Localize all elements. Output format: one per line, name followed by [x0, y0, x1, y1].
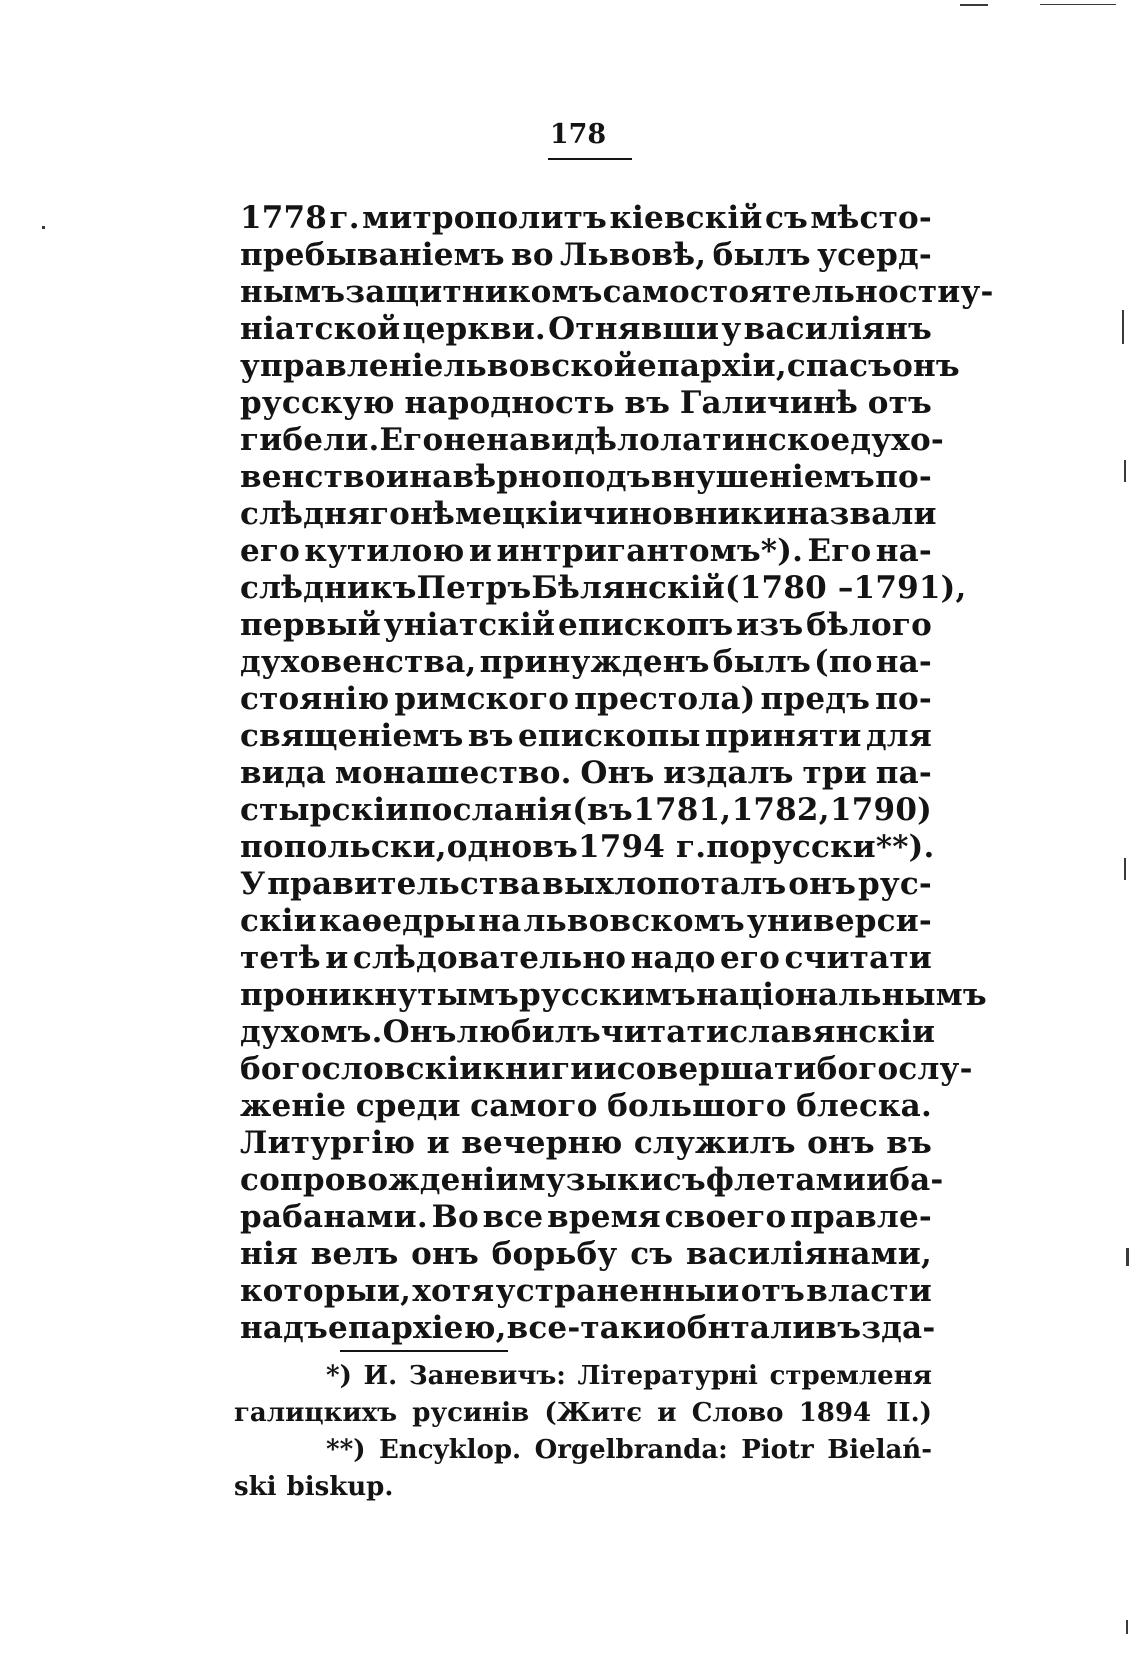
word: (1780 –1791), — [724, 570, 967, 606]
text-line — [240, 1125, 932, 1162]
word: блеска. — [796, 1088, 932, 1124]
word: которыи, — [240, 1273, 412, 1309]
footnote-word: Piotr — [741, 1435, 814, 1465]
word: спасъ — [786, 348, 893, 384]
scan-mark — [1124, 858, 1126, 880]
word: кіевскій — [609, 200, 763, 236]
word: сопровожденіи — [240, 1162, 519, 1198]
word: У — [240, 866, 266, 902]
word: и — [593, 1051, 617, 1087]
word: тетѣ — [240, 940, 321, 976]
word: читати — [600, 1014, 730, 1050]
word: (по — [814, 644, 873, 680]
word: у- — [960, 274, 994, 310]
word: Его — [807, 533, 872, 569]
text-line — [240, 607, 932, 644]
word: ба- — [889, 1162, 944, 1198]
word: надъ — [240, 1310, 329, 1346]
word: вечерню — [461, 1125, 623, 1161]
text-line — [240, 570, 967, 607]
word: большого — [607, 1088, 787, 1124]
word: любилъ — [456, 1014, 601, 1050]
word: съ — [764, 200, 808, 236]
scan-mark — [960, 4, 988, 6]
word: 1781, — [633, 792, 732, 828]
word: Онъ — [580, 755, 655, 791]
word: нія — [240, 1236, 298, 1272]
word: онъ — [807, 1125, 875, 1161]
word: его — [240, 533, 300, 569]
word: хотя — [412, 1273, 495, 1309]
text-line — [240, 1273, 932, 1310]
word: борьбу — [491, 1236, 618, 1272]
word: предъ — [760, 681, 871, 717]
word: подъ — [562, 459, 651, 495]
word: епископъ — [557, 607, 734, 643]
word: епархіею, — [328, 1310, 507, 1346]
word: универси- — [746, 903, 932, 939]
footnote-word: И. — [363, 1361, 398, 1391]
word: былъ — [712, 644, 811, 680]
footnote-word: Слово — [691, 1398, 784, 1428]
word: по — [240, 829, 284, 865]
footnote-word: Orgelbranda: — [534, 1435, 728, 1465]
word: духовенства, — [240, 644, 477, 680]
word: по — [706, 829, 750, 865]
word: г. — [329, 200, 360, 236]
word: гибели. — [240, 422, 380, 458]
word: духомъ. — [240, 1014, 383, 1050]
footnote-word: II.) — [886, 1398, 932, 1428]
word: у — [721, 311, 742, 347]
scan-mark — [1126, 1248, 1129, 1266]
word: на — [478, 903, 522, 939]
word: богословскіи — [240, 1051, 483, 1087]
word: и — [385, 459, 410, 495]
word: отъ — [740, 1273, 805, 1309]
text-line — [240, 718, 932, 755]
word: славянскіи — [729, 1014, 936, 1050]
text-line — [240, 1088, 932, 1125]
footnotes — [234, 1358, 932, 1506]
word: Литургію — [240, 1125, 416, 1161]
footnote-word: biskup. — [286, 1472, 394, 1502]
word: управленіе — [240, 348, 444, 384]
text-line — [240, 385, 932, 422]
word: въ — [815, 1310, 862, 1346]
word: и — [325, 940, 349, 976]
word: 1794 г. — [577, 829, 707, 865]
word: принужденъ — [479, 644, 710, 680]
footnote-1-line-1 — [234, 1358, 932, 1395]
text-line — [240, 348, 960, 385]
word: Отнявши — [548, 311, 720, 347]
word: онъ — [411, 1236, 479, 1272]
footnote-word: **) — [326, 1435, 366, 1465]
word: василіянъ — [743, 311, 932, 347]
word: національнымъ — [696, 977, 987, 1013]
word: русскимъ — [519, 977, 697, 1013]
word: женіе — [240, 1088, 347, 1124]
scan-mark — [1124, 460, 1126, 482]
scan-mark — [1040, 4, 1116, 5]
text-line — [240, 977, 987, 1014]
text-line — [240, 200, 932, 237]
word: венство — [240, 459, 386, 495]
word: чиновники — [582, 496, 787, 532]
word: 1782, — [731, 792, 830, 828]
word: бѣлого — [806, 607, 932, 643]
footnote-separator — [340, 1350, 508, 1352]
word: польски, — [283, 829, 447, 865]
word: музыки — [518, 1162, 663, 1198]
word: ніатской — [240, 311, 401, 347]
word: епископы — [517, 718, 701, 754]
word: на- — [875, 533, 932, 569]
footnote-word: Заневичъ: — [408, 1361, 566, 1391]
word: своего — [664, 1199, 787, 1235]
word: по- — [875, 681, 932, 717]
word: Галичинѣ — [679, 385, 858, 421]
word: рабанами. — [240, 1199, 428, 1235]
word: велъ — [310, 1236, 399, 1272]
word: онъ — [788, 866, 857, 902]
text-line — [240, 533, 932, 570]
word: правле- — [790, 1199, 932, 1235]
word: стырскіи — [240, 792, 409, 828]
word: (въ — [572, 792, 633, 828]
word: въ — [467, 718, 514, 754]
word: львовской — [443, 348, 637, 384]
word: пребываніемъ — [240, 237, 505, 273]
word: па- — [875, 755, 932, 791]
word: для — [865, 718, 932, 754]
word: среди — [355, 1088, 461, 1124]
text-line — [240, 792, 932, 829]
scan-mark — [1126, 1620, 1128, 1634]
text-line — [240, 903, 932, 940]
footnote-2-line-2 — [234, 1469, 932, 1506]
text-line — [240, 940, 932, 977]
word: и — [468, 533, 493, 569]
word: въ — [532, 829, 578, 865]
word: мѣсто- — [810, 200, 932, 236]
footnote-word: (Житє — [544, 1398, 643, 1428]
word: Петръ — [416, 570, 532, 606]
footnote-word: Літературні — [577, 1361, 758, 1391]
word: ненавидѣло — [443, 422, 661, 458]
word: латинское — [660, 422, 851, 458]
text-line — [240, 1051, 973, 1088]
footnote-word: русинів — [412, 1398, 530, 1428]
footnote-word: *) — [326, 1361, 352, 1391]
word: Во — [431, 1199, 479, 1235]
text-line — [240, 644, 932, 681]
word: по- — [875, 459, 932, 495]
footnote-2-line-1 — [234, 1432, 932, 1469]
word: приняти — [705, 718, 862, 754]
text-line — [240, 1236, 932, 1273]
word: слѣдняго — [240, 496, 411, 532]
scan-mark — [42, 226, 45, 229]
footnote-1-line-2 — [234, 1395, 932, 1432]
text-line — [240, 1014, 936, 1051]
word: правительства — [267, 866, 541, 902]
word: церкви. — [402, 311, 546, 347]
word: его — [720, 940, 781, 976]
word: 1790) — [830, 792, 932, 828]
word: устраненныи — [495, 1273, 740, 1309]
word: обнтали — [665, 1310, 816, 1346]
word: и — [426, 1125, 450, 1161]
text-line — [240, 1199, 932, 1236]
text-line — [240, 681, 932, 718]
word: скіи — [240, 903, 317, 939]
text-line — [240, 1162, 944, 1199]
word: интригантомъ*). — [496, 533, 804, 569]
footnote-word: 1894 — [798, 1398, 872, 1428]
word: издалъ — [663, 755, 794, 791]
word: и — [866, 1162, 890, 1198]
word: слѣдникъ — [240, 570, 417, 606]
word: назвали — [786, 496, 937, 532]
text-line — [240, 311, 932, 348]
word: навѣрно — [409, 459, 562, 495]
word: проникнутымъ — [240, 977, 520, 1013]
word: одно — [446, 829, 533, 865]
word: уніатскій — [383, 607, 556, 643]
word: 1778 — [240, 200, 328, 236]
word: во — [511, 237, 554, 273]
text-line — [240, 237, 932, 274]
text-line — [240, 274, 994, 311]
word: каѳедры — [318, 903, 477, 939]
word: власти — [806, 1273, 932, 1309]
word: въ — [886, 1125, 932, 1161]
word: священіемъ — [240, 718, 464, 754]
word: время — [547, 1199, 661, 1235]
word: первый — [240, 607, 381, 643]
page-number-underline — [548, 158, 632, 160]
text-line — [240, 829, 935, 866]
word: Онъ — [382, 1014, 457, 1050]
word: слѣдовательно — [352, 940, 627, 976]
word: нѣмецкіи — [410, 496, 583, 532]
text-line — [240, 422, 944, 459]
footnote-word: Bielań- — [827, 1435, 932, 1465]
word: епархіи, — [637, 348, 787, 384]
word: книги — [482, 1051, 594, 1087]
word: народность — [404, 385, 615, 421]
text-line — [240, 496, 937, 533]
text-line — [240, 866, 932, 903]
body-text — [240, 200, 994, 1347]
word: престола) — [574, 681, 756, 717]
footnote-word: галицкихъ — [234, 1398, 398, 1428]
word: съ — [662, 1162, 706, 1198]
word: считати — [784, 940, 932, 976]
word: посланія — [408, 792, 572, 828]
word: Бѣлянскій — [531, 570, 725, 606]
word: въ — [624, 385, 671, 421]
word: русскую — [240, 385, 395, 421]
word: онъ — [892, 348, 960, 384]
word: вида — [240, 755, 327, 791]
word: совершати — [616, 1051, 817, 1087]
word: самого — [470, 1088, 598, 1124]
word: духо- — [850, 422, 944, 458]
word: богослу- — [816, 1051, 973, 1087]
word: львовскомъ — [523, 903, 745, 939]
footnote-word: Encyklop. — [378, 1435, 522, 1465]
footnote-word: и — [657, 1398, 677, 1428]
word: кутилою — [304, 533, 465, 569]
page-number: 178 — [549, 119, 607, 150]
word: отъ — [867, 385, 932, 421]
footnote-word: ski — [234, 1472, 277, 1502]
text-line — [240, 1310, 936, 1347]
word: самостоятельности — [602, 274, 961, 310]
word: былъ — [712, 237, 811, 273]
word: митрополитъ — [362, 200, 608, 236]
word: усерд- — [817, 237, 932, 273]
footnote-word: стремленя — [769, 1361, 932, 1391]
word: надо — [630, 940, 716, 976]
text-line — [240, 459, 932, 496]
word: флетами — [705, 1162, 866, 1198]
word: все — [482, 1199, 544, 1235]
word: василіянами, — [686, 1236, 932, 1272]
word: нымъ — [240, 274, 346, 310]
word: стоянію — [240, 681, 390, 717]
word: выхлопоталъ — [542, 866, 787, 902]
word: рус- — [857, 866, 932, 902]
scan-mark — [1122, 310, 1124, 344]
word: внушеніемъ — [650, 459, 875, 495]
word: защитникомъ — [345, 274, 603, 310]
word: три — [802, 755, 867, 791]
word: русски**). — [750, 829, 935, 865]
word: римского — [394, 681, 570, 717]
word: все-таки — [506, 1310, 666, 1346]
word: зда- — [861, 1310, 936, 1346]
word: служилъ — [633, 1125, 796, 1161]
word: изъ — [736, 607, 804, 643]
text-line — [240, 755, 932, 792]
word: Его — [379, 422, 444, 458]
word: Львовѣ, — [560, 237, 707, 273]
word: съ — [630, 1236, 674, 1272]
word: монашество. — [334, 755, 572, 791]
word: на- — [875, 644, 932, 680]
